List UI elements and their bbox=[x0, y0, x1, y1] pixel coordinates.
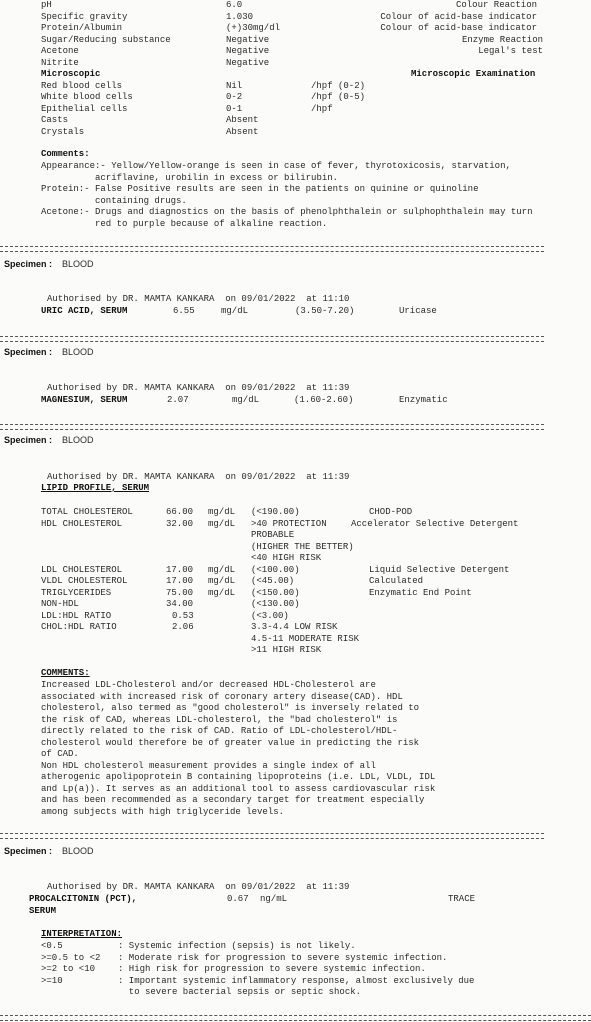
micro-ref: /hpf (0-2) bbox=[311, 80, 366, 91]
authorised-line: Authorised by DR. MAMTA KANKARA on 09/01/2022 at 11:10 bbox=[47, 294, 350, 304]
test-method: Colour of acid-base indicator bbox=[380, 11, 537, 22]
lipid-test-method: Calculated bbox=[369, 576, 424, 586]
test-name: MAGNESIUM, SERUM bbox=[41, 395, 128, 405]
test-method: Uricase bbox=[399, 306, 437, 316]
lipid-comment-line: atherogenic apolipoprotein B containing lipoproteins (i.e. LDL, VLDL, IDL bbox=[41, 772, 436, 782]
lipid-test-name: TRIGLYCERIDES bbox=[41, 587, 112, 598]
test-result: Negative bbox=[226, 46, 270, 56]
lipid-test-ref: >40 PROTECTION bbox=[251, 518, 327, 529]
lipid-test-unit: mg/dL bbox=[208, 564, 236, 575]
micro-ref: /hpf bbox=[311, 103, 333, 114]
micro-name: Casts bbox=[41, 115, 69, 125]
micro-name: White blood cells bbox=[41, 92, 133, 102]
specimen-value: BLOOD bbox=[62, 435, 94, 445]
lipid-test-name: NON-HDL bbox=[41, 599, 79, 609]
ratio-note: 4.5-11 MODERATE RISK bbox=[251, 633, 360, 644]
specimen-label: Specimen : bbox=[4, 347, 53, 357]
lipid-test-name: HDL CHOLESTEROL bbox=[41, 518, 123, 529]
authorised-line: Authorised by DR. MAMTA KANKARA on 09/01/2022 at 11:39 bbox=[47, 472, 350, 482]
test-range: (3.50-7.20) bbox=[295, 306, 355, 316]
comment-line: containing drugs. bbox=[41, 195, 187, 206]
interp-text: : Important systemic inflammatory response, almost exclusively due bbox=[118, 975, 475, 986]
specimen-label: Specimen : bbox=[4, 435, 53, 445]
lipid-test-name: TOTAL CHOLESTEROL bbox=[41, 507, 133, 517]
micro-name: Red blood cells bbox=[41, 80, 123, 91]
lipid-comment-line: Increased LDL-Cholesterol and/or decreased HDL-Cholesterol are bbox=[41, 680, 376, 690]
specimen-value: BLOOD bbox=[62, 259, 94, 269]
micro-result: Absent bbox=[226, 115, 259, 125]
test-result: 6.0 bbox=[226, 0, 243, 10]
lipid-comment-line: and Lp(a)). It serves as an additional tool to assess cardiovascular risk bbox=[41, 783, 436, 794]
lipid-comment-line: the risk of CAD, whereas LDL-cholesterol, the "bad cholesterol" is bbox=[41, 714, 398, 725]
lipid-test-value: 0.53 bbox=[172, 610, 194, 621]
lipid-comment-line: associated with increased risk of coronary artery disease(CAD). HDL bbox=[41, 691, 403, 702]
test-unit: mg/dL bbox=[232, 395, 260, 405]
test-name: Protein/Albumin bbox=[41, 23, 123, 33]
micro-result: Nil bbox=[226, 80, 243, 91]
lipid-comment-line: directly related to the risk of CAD. Ratio of LDL-cholesterol/HDL- bbox=[41, 726, 398, 736]
authorised-line: Authorised by DR. MAMTA KANKARA on 09/01/2022 at 11:39 bbox=[47, 882, 350, 892]
lipid-test-value: 17.00 bbox=[166, 576, 194, 586]
lipid-comment-line: and has been recommended as a secondary target for treatment especially bbox=[41, 795, 425, 805]
comment-line: Acetone:- Drugs and diagnostics on the basis of phenolphthalein or sulphophthalein may turn bbox=[41, 207, 533, 217]
test-range: (1.60-2.60) bbox=[294, 395, 354, 405]
lipid-comment-line: Non HDL cholesterol measurement provides a single index of all bbox=[41, 760, 376, 771]
test-unit: mg/dL bbox=[221, 306, 249, 316]
interp-text: : Systemic infection (sepsis) is not likely. bbox=[118, 941, 356, 951]
lipid-test-method: CHOD-POD bbox=[369, 507, 413, 517]
interpretation-heading: INTERPRETATION: bbox=[41, 929, 123, 939]
comment-line: acriflavine, urobilin in excess or bilirubin. bbox=[41, 172, 339, 183]
lipid-test-value: 75.00 bbox=[166, 587, 194, 598]
lipid-test-name: VLDL CHOLESTEROL bbox=[41, 576, 128, 586]
comment-line: Appearance:- Yellow/Yellow-orange is seen in case of fever, thyrotoxicosis, starvation, bbox=[41, 161, 511, 171]
test-name: Nitrite bbox=[41, 57, 79, 68]
lipid-comment-line: cholesterol would therefore be of greater value in predicting the risk bbox=[41, 737, 420, 748]
lipid-test-ref: (<190.00) bbox=[251, 507, 300, 517]
lipid-test-ref: (<3.00) bbox=[251, 610, 289, 621]
hdl-note: <40 HIGH RISK bbox=[251, 553, 322, 563]
lipid-test-unit: mg/dL bbox=[208, 507, 236, 517]
microscopic-method: Microscopic Examination bbox=[411, 69, 536, 79]
lipid-test-method: Liquid Selective Detergent bbox=[369, 564, 510, 575]
test-name: Specific gravity bbox=[41, 11, 128, 22]
lipid-test-value: 34.00 bbox=[166, 599, 194, 609]
lipid-profile-title: LIPID PROFILE, SERUM bbox=[41, 483, 150, 493]
lipid-test-name: CHOL:HDL RATIO bbox=[41, 622, 117, 632]
lipid-test-name: LDL:HDL RATIO bbox=[41, 610, 112, 621]
lipid-comment-line: of CAD. bbox=[41, 749, 79, 759]
hdl-note: (HIGHER THE BETTER) bbox=[251, 541, 354, 552]
test-method: TRACE bbox=[448, 894, 476, 904]
separator bbox=[0, 246, 544, 252]
lipid-test-ref: 3.3-4.4 LOW RISK bbox=[251, 622, 338, 632]
test-name: Sugar/Reducing substance bbox=[41, 34, 171, 45]
separator bbox=[0, 833, 544, 839]
test-method: Colour of acid-base indicator bbox=[380, 23, 537, 33]
specimen-value: BLOOD bbox=[62, 347, 94, 357]
specimen-label: Specimen : bbox=[4, 846, 53, 856]
test-method: Colour Reaction bbox=[455, 0, 537, 10]
interp-range: >=10 bbox=[41, 975, 63, 986]
micro-name: Epithelial cells bbox=[41, 103, 128, 114]
test-result: 1.030 bbox=[226, 11, 254, 22]
lipid-test-value: 2.06 bbox=[172, 622, 194, 632]
specimen-value: BLOOD bbox=[62, 846, 94, 856]
lipid-test-unit: mg/dL bbox=[208, 587, 236, 598]
lipid-test-method: Enzymatic End Point bbox=[369, 587, 472, 598]
micro-ref: /hpf (0-5) bbox=[311, 92, 366, 102]
hdl-note: PROBABLE bbox=[251, 530, 295, 540]
test-name: pH bbox=[41, 0, 52, 10]
test-name: Acetone bbox=[41, 46, 79, 56]
lipid-test-method: Accelerator Selective Detergent bbox=[351, 518, 519, 529]
lipid-comment-line: among subjects with high triglyceride levels. bbox=[41, 806, 285, 817]
test-value: 2.07 bbox=[167, 395, 189, 405]
test-result: Negative bbox=[226, 57, 270, 68]
lipid-test-ref: (<150.00) bbox=[251, 587, 300, 598]
interp-range: >=2 to <10 bbox=[41, 964, 96, 974]
interp-text: to severe bacterial sepsis or septic shock. bbox=[118, 987, 362, 997]
microscopic-heading: Microscopic bbox=[41, 69, 101, 79]
separator bbox=[0, 424, 544, 430]
comment-line: Protein:- False Positive results are seen in the patients on quinine or quinoline bbox=[41, 184, 479, 194]
micro-result: 0-1 bbox=[226, 103, 243, 114]
test-name: URIC ACID, SERUM bbox=[41, 306, 128, 316]
authorised-line: Authorised by DR. MAMTA KANKARA on 09/01/2022 at 11:39 bbox=[47, 383, 350, 393]
micro-name: Crystals bbox=[41, 126, 85, 137]
lipid-test-ref: (<100.00) bbox=[251, 564, 300, 575]
test-result: (+)30mg/dl bbox=[226, 23, 281, 33]
test-unit: ng/mL bbox=[260, 894, 288, 904]
lipid-test-ref: (<130.00) bbox=[251, 599, 300, 609]
ratio-note: >11 HIGH RISK bbox=[251, 645, 322, 655]
interp-range: >=0.5 to <2 bbox=[41, 952, 101, 963]
comments-heading: Comments: bbox=[41, 149, 90, 159]
specimen-label: Specimen : bbox=[4, 259, 53, 269]
test-result: Negative bbox=[226, 34, 270, 45]
interp-range: <0.5 bbox=[41, 941, 63, 951]
test-value: 0.67 bbox=[227, 894, 249, 904]
lipid-test-name: LDL CHOLESTEROL bbox=[41, 564, 123, 575]
test-name-cont: SERUM bbox=[29, 906, 57, 916]
lipid-comments-heading: COMMENTS: bbox=[41, 668, 90, 678]
lipid-test-unit: mg/dL bbox=[208, 576, 236, 586]
test-method: Enzyme Reaction bbox=[461, 34, 543, 45]
separator bbox=[0, 336, 544, 342]
interp-text: : High risk for progression to severe systemic infection. bbox=[118, 964, 426, 974]
micro-result: 0-2 bbox=[226, 92, 243, 102]
test-value: 6.55 bbox=[173, 306, 195, 316]
comment-line: red to purple because of alkaline reaction. bbox=[41, 218, 328, 229]
lipid-comment-line: cholesterol, also termed as "good cholesterol" is inversely related to bbox=[41, 703, 420, 713]
lipid-test-value: 32.00 bbox=[166, 518, 194, 529]
lipid-test-ref: (<45.00) bbox=[251, 576, 295, 586]
test-method: Enzymatic bbox=[399, 395, 448, 405]
micro-result: Absent bbox=[226, 126, 259, 137]
separator bbox=[0, 1015, 591, 1021]
lipid-test-value: 66.00 bbox=[166, 507, 194, 517]
test-name: PROCALCITONIN (PCT), bbox=[29, 894, 138, 904]
test-method: Legal's test bbox=[478, 46, 543, 56]
interp-text: : Moderate risk for progression to severe systemic infection. bbox=[118, 952, 448, 963]
lipid-test-value: 17.00 bbox=[166, 564, 194, 575]
lipid-test-unit: mg/dL bbox=[208, 518, 236, 529]
